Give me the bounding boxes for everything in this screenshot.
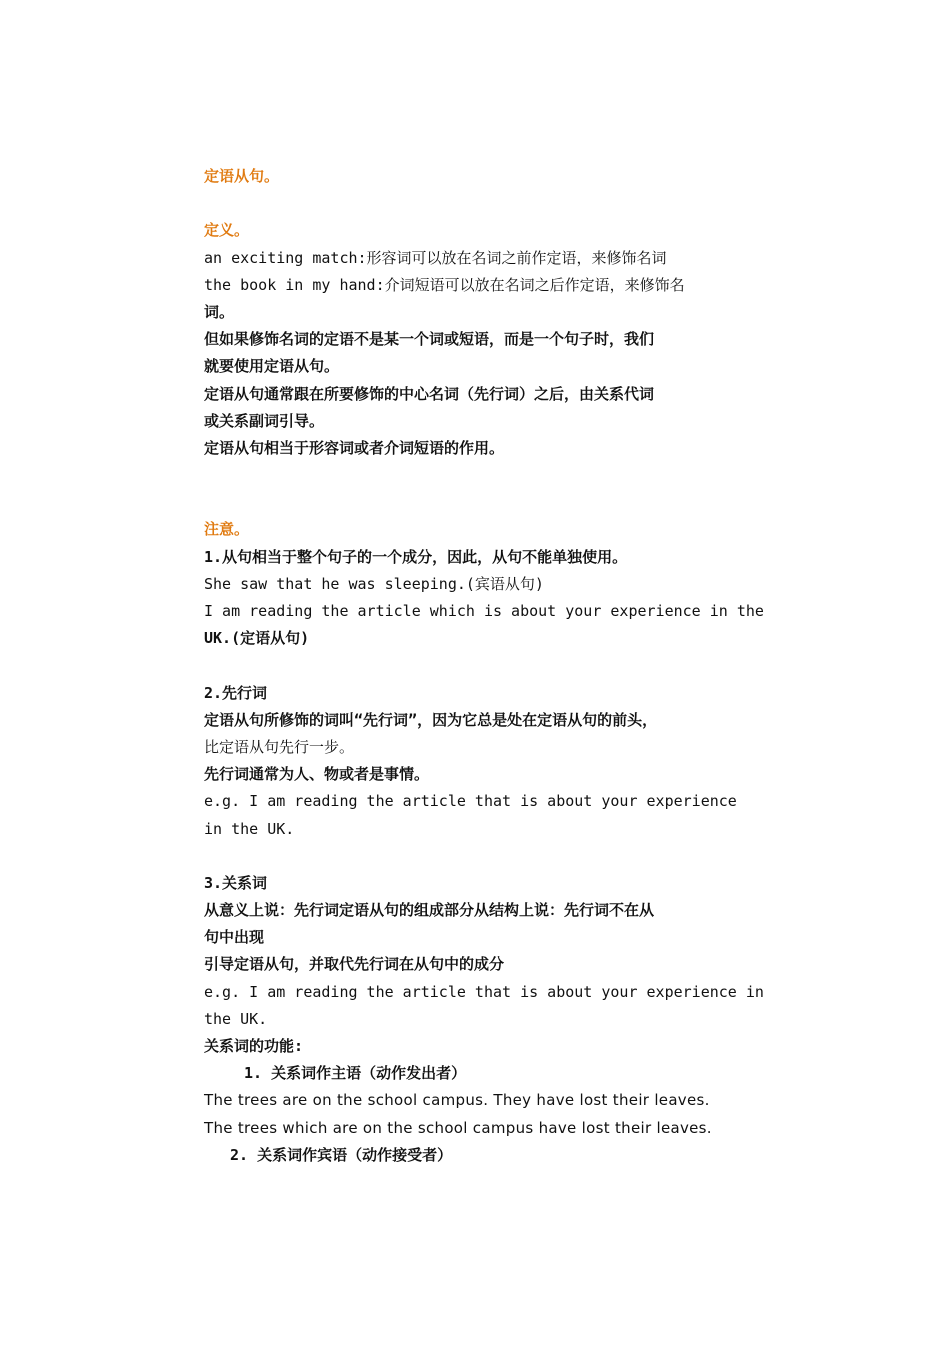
definition-line-3a: 但如果修饰名词的定语不是某一个词或短语，而是一个句子时，我们 xyxy=(204,330,655,349)
function-1-example-2: The trees which are on the school campus have lost their leaves. xyxy=(204,1118,712,1137)
note-2-heading: 2.先行词 xyxy=(204,683,268,702)
note-3-line-3: 引导定语从句，并取代先行词在从句中的成分 xyxy=(204,955,505,974)
spacer xyxy=(204,462,764,489)
note-1: 1.从句相当于整个句子的一个成分，因此，从句不能单独使用。 xyxy=(204,547,628,566)
note-3-heading: 3.关系词 xyxy=(204,873,268,892)
function-item-2: 2. 关系词作宾语（动作接受者） xyxy=(230,1145,453,1164)
note-3-example-b: the UK. xyxy=(204,1009,268,1028)
document-page xyxy=(204,163,764,1169)
note-3-line-1: 从意义上说：先行词定语从句的组成部分从结构上说：先行词不在从 xyxy=(204,901,655,920)
definition-line-4a: 定语从句通常跟在所要修饰的中心名词（先行词）之后，由关系代词 xyxy=(204,384,655,403)
definition-line-1: an exciting match:形容词可以放在名词之前作定语，来修饰名词 xyxy=(204,248,667,267)
definition-line-5: 定语从句相当于形容词或者介词短语的作用。 xyxy=(204,438,505,457)
function-item-1: 1. 关系词作主语（动作发出者） xyxy=(244,1064,467,1083)
function-heading: 关系词的功能: xyxy=(204,1037,304,1055)
document-title: 定语从句。 xyxy=(204,167,280,185)
function-1-example-1: The trees are on the school campus. They have lost their leaves. xyxy=(204,1091,710,1110)
note-2-line-3: 先行词通常为人、物或者是事情。 xyxy=(204,765,430,784)
note-2-example-a: e.g. I am reading the article that is about your experience xyxy=(204,792,737,811)
spacer xyxy=(204,652,764,679)
note-heading: 注意。 xyxy=(204,520,250,539)
note-2-example-b: in the UK. xyxy=(204,819,295,838)
spacer xyxy=(204,489,764,516)
definition-line-2b: 词。 xyxy=(204,302,235,321)
note-1-example-1: She saw that he was sleeping.(宾语从句) xyxy=(204,574,544,593)
note-1-example-2a: I am reading the article which is about your experience in the xyxy=(204,602,764,620)
definition-line-2a: the book in my hand:介词短语可以放在名词之后作定语，来修饰名 xyxy=(204,275,685,294)
spacer xyxy=(204,190,764,217)
note-3-line-2: 句中出现 xyxy=(204,928,265,947)
note-3-example-a: e.g. I am reading the article that is about your experience in xyxy=(204,982,764,1001)
definition-heading: 定义。 xyxy=(204,221,250,240)
definition-line-3b: 就要使用定语从句。 xyxy=(204,357,340,376)
spacer xyxy=(204,843,764,870)
definition-line-4b: 或关系副词引导。 xyxy=(204,411,325,430)
note-2-line-1: 定语从句所修饰的词叫“先行词”，因为它总是处在定语从句的前头， xyxy=(204,710,658,729)
note-2-line-2: 比定语从句先行一步。 xyxy=(204,737,355,756)
note-1-example-2b: UK.(定语从句) xyxy=(204,629,310,648)
